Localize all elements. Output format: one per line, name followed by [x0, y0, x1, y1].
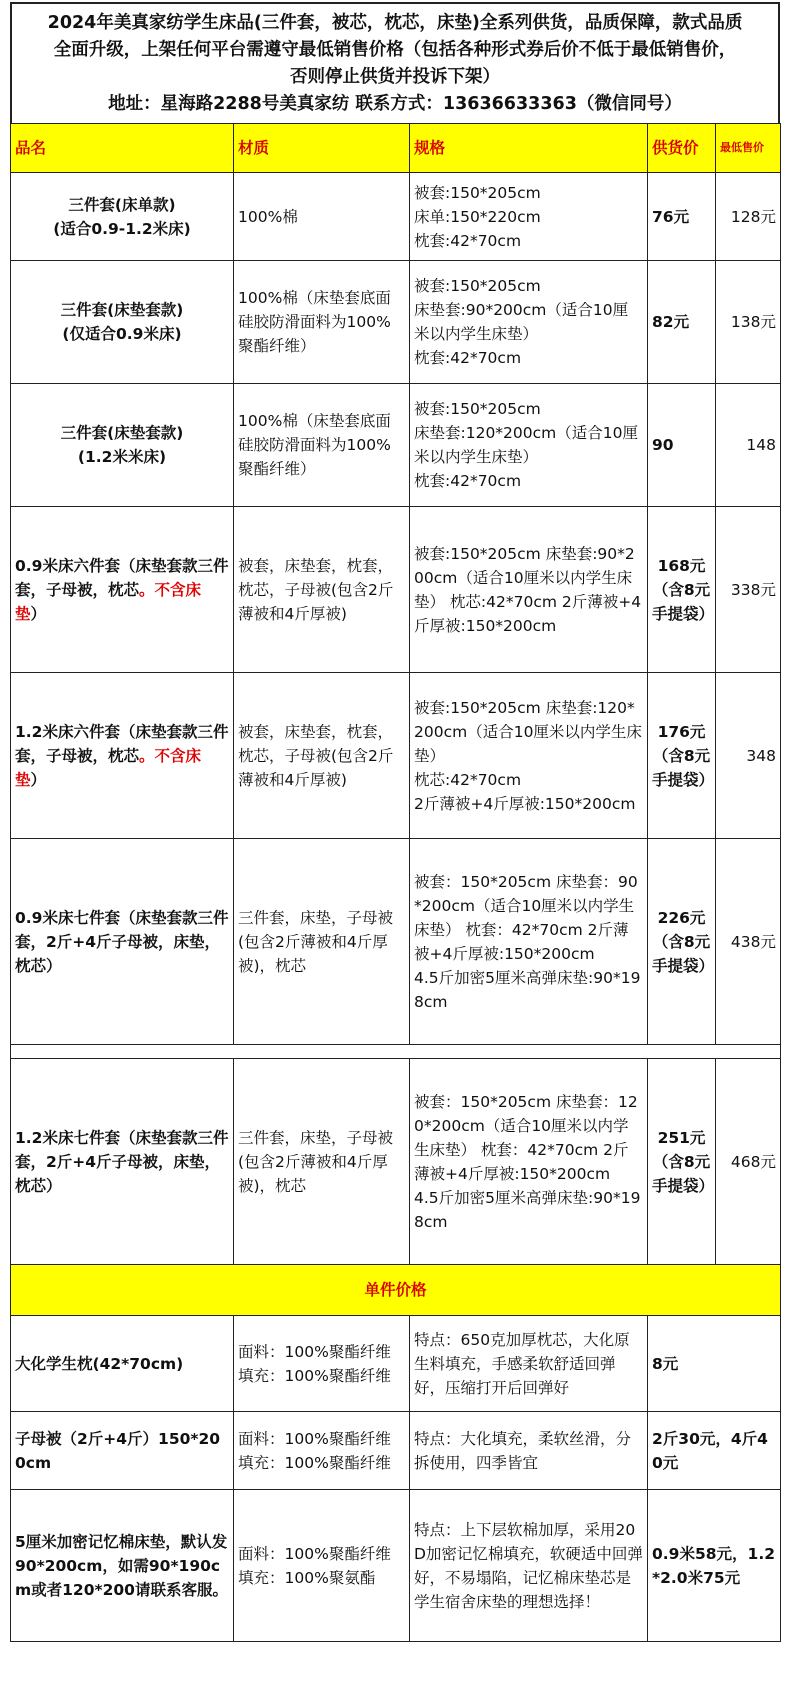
filling-line: 填充：100%聚酯纤维 [238, 1366, 391, 1385]
product-name: 1.2米床七件套（床垫套款三件套，2斤+4斤子母被，床垫，枕芯） [11, 1059, 234, 1265]
spec-line: 4.5斤加密5厘米高弹床垫:90*198cm [414, 968, 641, 1011]
single-item-price: 0.9米58元，1.2*2.0米75元 [648, 1490, 781, 1642]
product-name [11, 261, 234, 384]
spec-cell [410, 507, 648, 673]
spec-cell [410, 839, 648, 1045]
spec-cell [410, 173, 648, 261]
filling-line: 填充：100%聚酯纤维 [238, 1453, 391, 1472]
spec-line: 被套:150*205cm [414, 183, 541, 202]
table-row [11, 173, 781, 261]
header-line-2: 全面升级，上架任何平台需遵守最低销售价格（包括各种形式券后价不低于最低销售价， [53, 40, 737, 60]
single-item-material [234, 1412, 410, 1490]
spec-cell [410, 1059, 648, 1265]
single-item-name: 大化学生枕(42*70cm) [11, 1316, 234, 1412]
spec-cell [410, 384, 648, 507]
col-header-supply-price: 供货价 [648, 124, 716, 173]
product-name [11, 384, 234, 507]
product-name-line: 三件套(床垫套款) [60, 424, 184, 442]
table-row [11, 673, 781, 839]
header-line-1: 2024年美真家纺学生床品(三件套，被芯，枕芯，床垫)全系列供货，品质保障，款式品质 [47, 13, 743, 33]
min-price: 138元 [716, 261, 781, 384]
spec-line: 4.5斤加密5厘米高弹床垫:90*198cm [414, 1188, 641, 1231]
material-cell: 100%棉 [234, 173, 410, 261]
header-line-3: 否则停止供货并投诉下架） [290, 67, 500, 87]
spec-line: 被套：150*205cm 床垫套：90*200cm（适合10厘米以内学生床垫） 枕套：42*70cm 2斤薄被+4斤厚被:150*200cm [414, 872, 638, 963]
supply-price: 90 [648, 384, 716, 507]
supply-price: 251元（含8元手提袋） [648, 1059, 716, 1265]
product-name-line: (1.2米米床) [77, 448, 167, 466]
spec-line: 床垫套:120*200cm（适合10厘米以内学生床垫） [414, 424, 638, 466]
product-name [11, 507, 234, 673]
single-item-material [234, 1316, 410, 1412]
spec-line: 床垫套:90*200cm（适合10厘米以内学生床垫） [414, 301, 629, 343]
min-price: 438元 [716, 839, 781, 1045]
spec-line: 枕套:42*70cm [414, 231, 522, 250]
sheet-header [10, 2, 780, 123]
single-price-section-row [11, 1265, 781, 1316]
supply-price: 226元（含8元手提袋） [648, 839, 716, 1045]
product-name-tail: ） [30, 604, 47, 623]
table-row [11, 1059, 781, 1265]
single-item-name: 5厘米加密记忆棉床垫，默认发90*200cm，如需90*190cm或者120*200请联系客服。 [11, 1490, 234, 1642]
material-cell: 100%棉（床垫套底面硅胶防滑面料为100%聚酯纤维） [234, 261, 410, 384]
product-name-line: 三件套(床单款) [68, 195, 176, 214]
product-name-tail: ） [30, 770, 47, 789]
product-name-text: 1.2米床六件套（床垫套款三件套，子母被，枕芯 [15, 722, 229, 765]
spec-cell [410, 673, 648, 839]
filling-line: 填充：100%聚氨酯 [238, 1568, 376, 1587]
single-item-feature: 特点：上下层软棉加厚，采用20D加密记忆棉填充，软硬适中回弹好，不易塌陷，记忆棉床垫芯是学生宿舍床垫的理想选择！ [410, 1490, 648, 1642]
table-gap [11, 1045, 781, 1059]
col-header-spec: 规格 [410, 124, 648, 173]
col-header-name: 品名 [11, 124, 234, 173]
single-item-price: 8元 [648, 1316, 781, 1412]
material-cell: 三件套，床垫，子母被(包含2斤薄被和4斤厚被)，枕芯 [234, 1059, 410, 1265]
col-header-material: 材质 [234, 124, 410, 173]
single-price-section-title: 单件价格 [11, 1265, 781, 1316]
single-item-feature: 特点：650克加厚枕芯，大化原生料填充，手感柔软舒适回弹好，压缩打开后回弹好 [410, 1316, 648, 1412]
table-row [11, 1412, 781, 1490]
fabric-line: 面料：100%聚酯纤维 [238, 1342, 391, 1361]
min-price: 148 [716, 384, 781, 507]
material-cell: 100%棉（床垫套底面硅胶防滑面料为100%聚酯纤维） [234, 384, 410, 507]
material-cell: 三件套，床垫，子母被(包含2斤薄被和4斤厚被)，枕芯 [234, 839, 410, 1045]
spec-line: 床单:150*220cm [414, 207, 541, 226]
table-row [11, 839, 781, 1045]
table-row [11, 1490, 781, 1642]
spec-line: 枕芯:42*70cm [414, 770, 522, 789]
spec-line: 被套：150*205cm 床垫套：120*200cm（适合10厘米以内学生床垫） 枕套：42*70cm 2斤薄被+4斤厚被:150*200cm [414, 1092, 638, 1183]
header-line-4: 地址：星海路2288号美真家纺 联系方式：13636633363（微信同号） [108, 94, 682, 114]
price-table [10, 123, 781, 1642]
product-name-line: (仅适合0.9米床) [62, 325, 182, 343]
single-item-material [234, 1490, 410, 1642]
material-cell: 被套，床垫套，枕套，枕芯，子母被(包含2斤薄被和4斤厚被) [234, 673, 410, 839]
spec-line: 被套:150*205cm [414, 400, 541, 418]
single-item-name: 子母被（2斤+4斤）150*200cm [11, 1412, 234, 1490]
spec-line: 枕套:42*70cm [414, 472, 522, 490]
min-price: 128元 [716, 173, 781, 261]
min-price: 338元 [716, 507, 781, 673]
spec-line: 被套:150*205cm [414, 277, 541, 295]
single-item-price: 2斤30元，4斤40元 [648, 1412, 781, 1490]
gap-cell [11, 1045, 781, 1059]
spec-line: 被套:150*205cm 床垫套:120*200cm（适合10厘米以内学生床垫） [414, 698, 642, 765]
spec-cell [410, 261, 648, 384]
product-name-text: 0.9米床六件套（床垫套款三件套，子母被，枕芯 [15, 556, 229, 599]
excludes-mattress-note: 。不含床垫 [15, 580, 202, 623]
min-price: 348 [716, 673, 781, 839]
supply-price: 76元 [648, 173, 716, 261]
product-name: 0.9米床七件套（床垫套款三件套，2斤+4斤子母被，床垫，枕芯） [11, 839, 234, 1045]
spec-line: 被套:150*205cm 床垫套:90*200cm（适合10厘米以内学生床垫） 枕芯:42*70cm 2斤薄被+4斤厚被:150*200cm [414, 544, 642, 635]
fabric-line: 面料：100%聚酯纤维 [238, 1429, 391, 1448]
product-name [11, 673, 234, 839]
min-price: 468元 [716, 1059, 781, 1265]
col-header-min-price: 最低售价 [716, 124, 781, 173]
single-item-feature: 特点：大化填充，柔软丝滑，分拆使用，四季皆宜 [410, 1412, 648, 1490]
material-cell: 被套，床垫套，枕套，枕芯，子母被(包含2斤薄被和4斤厚被) [234, 507, 410, 673]
table-header-row [11, 124, 781, 173]
product-name-line: (适合0.9-1.2米床) [53, 219, 191, 238]
table-row [11, 507, 781, 673]
supply-price: 176元（含8元手提袋） [648, 673, 716, 839]
spec-line: 2斤薄被+4斤厚被:150*200cm [414, 794, 636, 813]
table-row [11, 261, 781, 384]
fabric-line: 面料：100%聚酯纤维 [238, 1544, 391, 1563]
supply-price: 168元（含8元手提袋） [648, 507, 716, 673]
table-row [11, 1316, 781, 1412]
excludes-mattress-note: 。不含床垫 [15, 746, 202, 789]
product-name [11, 173, 234, 261]
product-name-line: 三件套(床垫套款) [60, 301, 184, 319]
price-sheet [10, 2, 780, 1642]
spec-line: 枕套:42*70cm [414, 349, 522, 367]
supply-price: 82元 [648, 261, 716, 384]
table-row [11, 384, 781, 507]
